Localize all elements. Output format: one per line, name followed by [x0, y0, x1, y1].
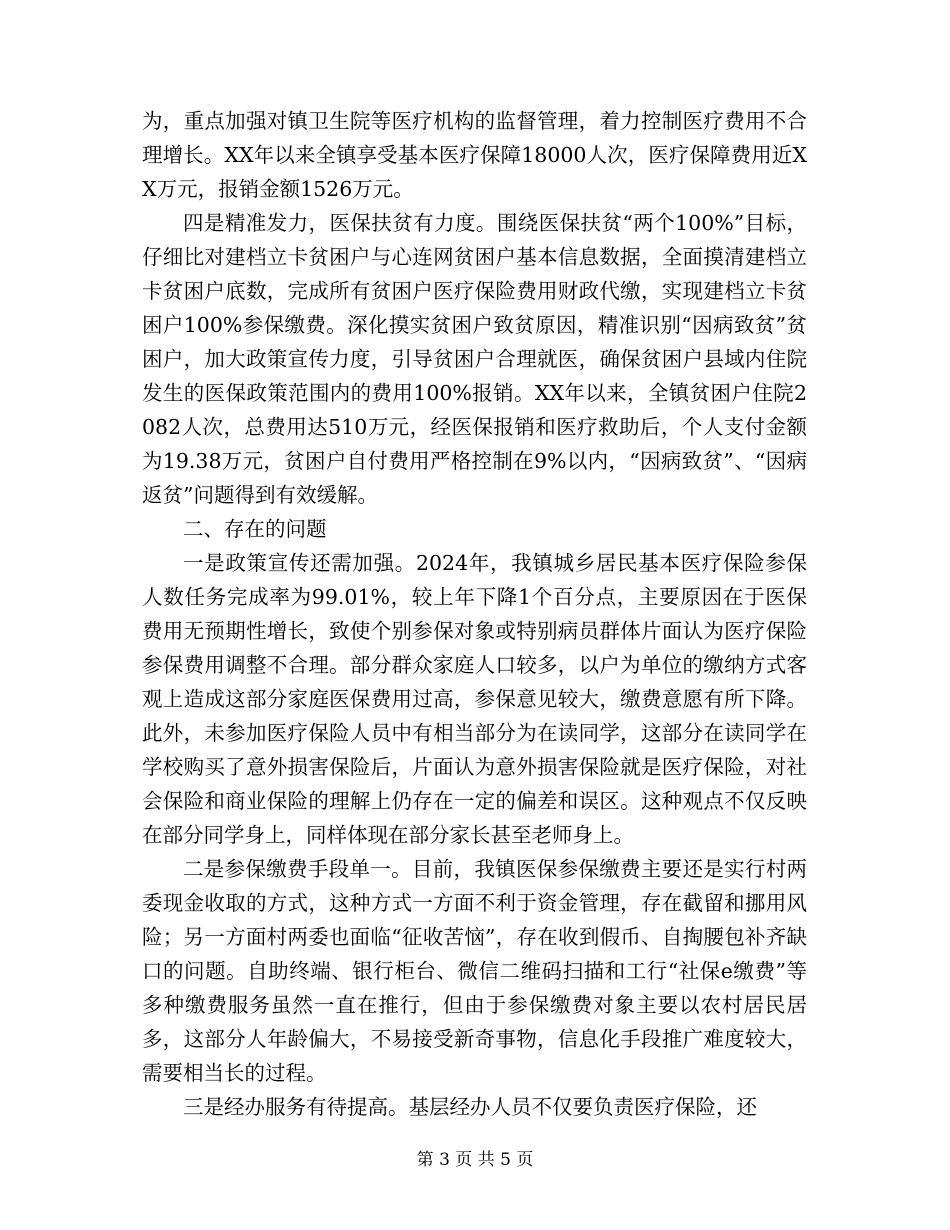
- paragraph-service-handling: 三是经办服务有待提高。基层经办人员不仅要负责医疗保险，还: [183, 1095, 757, 1119]
- page-footer: [0, 1148, 950, 1172]
- paragraph-payment-methods: 二是参保缴费手段单一。目前，我镇医保参保缴费主要还是实行村两委现金收取的方式，这种方式一方面不利于资金管理，存在截留和挪用风险；另一方面村两委也面临“征收苦恼”，存在收到假币、自掏腰包补齐缺口的问题。自助终端、银行柜台、微信二维码扫描和工行“社保e缴费”等多种缴费服务虽然一直在推行，但由于参保缴费对象主要以农村居民居多，这部分人年龄偏大，不易接受新奇事物，信息化手段推广难度较大，需要相当长的过程。: [142, 857, 807, 1085]
- section-heading-problems: 二、存在的问题: [183, 517, 327, 541]
- document-body: [142, 104, 807, 1124]
- paragraph-poverty-alleviation: 四是精准发力，医保扶贫有力度。围绕医保扶贫“两个100%”目标，仔细比对建档立卡贫困户与心连网贫困户基本信息数据，全面摸清建档立卡贫困户底数，完成所有贫困户医疗保险费用财政代缴，实现建档立卡贫困户100%参保缴费。深化摸实贫困户致贫原因，精准识别“因病致贫”贫困户，加大政策宣传力度，引导贫困户合理就医，确保贫困户县域内住院发生的医保政策范围内的费用100%报销。XX年以来，全镇贫困户住院2082人次，总费用达510万元，经医保报销和医疗救助后，个人支付金额为19.38万元，贫困户自付费用严格控制在9%以内，“因病致贫”、“因病返贫”问题得到有效缓解。: [142, 211, 807, 507]
- paragraph-continuation: 为，重点加强对镇卫生院等医疗机构的监督管理，着力控制医疗费用不合理增长。XX年以来全镇享受基本医疗保障18000人次，医疗保障费用近XX万元，报销金额1526万元。: [142, 109, 807, 201]
- paragraph-policy-publicity: 一是政策宣传还需加强。2024年，我镇城乡居民基本医疗保险参保人数任务完成率为99.01%，较上年下降1个百分点，主要原因在于医保费用无预期性增长，致使个别参保对象或特别病员群体片面认为医疗保险参保费用调整不合理。部分群众家庭人口较多，以户为单位的缴纳方式客观上造成这部分家庭医保费用过高，参保意见较大，缴费意愿有所下降。此外，未参加医疗保险人员中有相当部分为在读同学，这部分在读同学在学校购买了意外损害保险后，片面认为意外损害保险就是医疗保险，对社会保险和商业保险的理解上仍存在一定的偏差和误区。这种观点不仅反映在部分同学身上，同样体现在部分家长甚至老师身上。: [142, 551, 807, 847]
- page-number-label: 第 3 页 共 5 页: [416, 1150, 534, 1170]
